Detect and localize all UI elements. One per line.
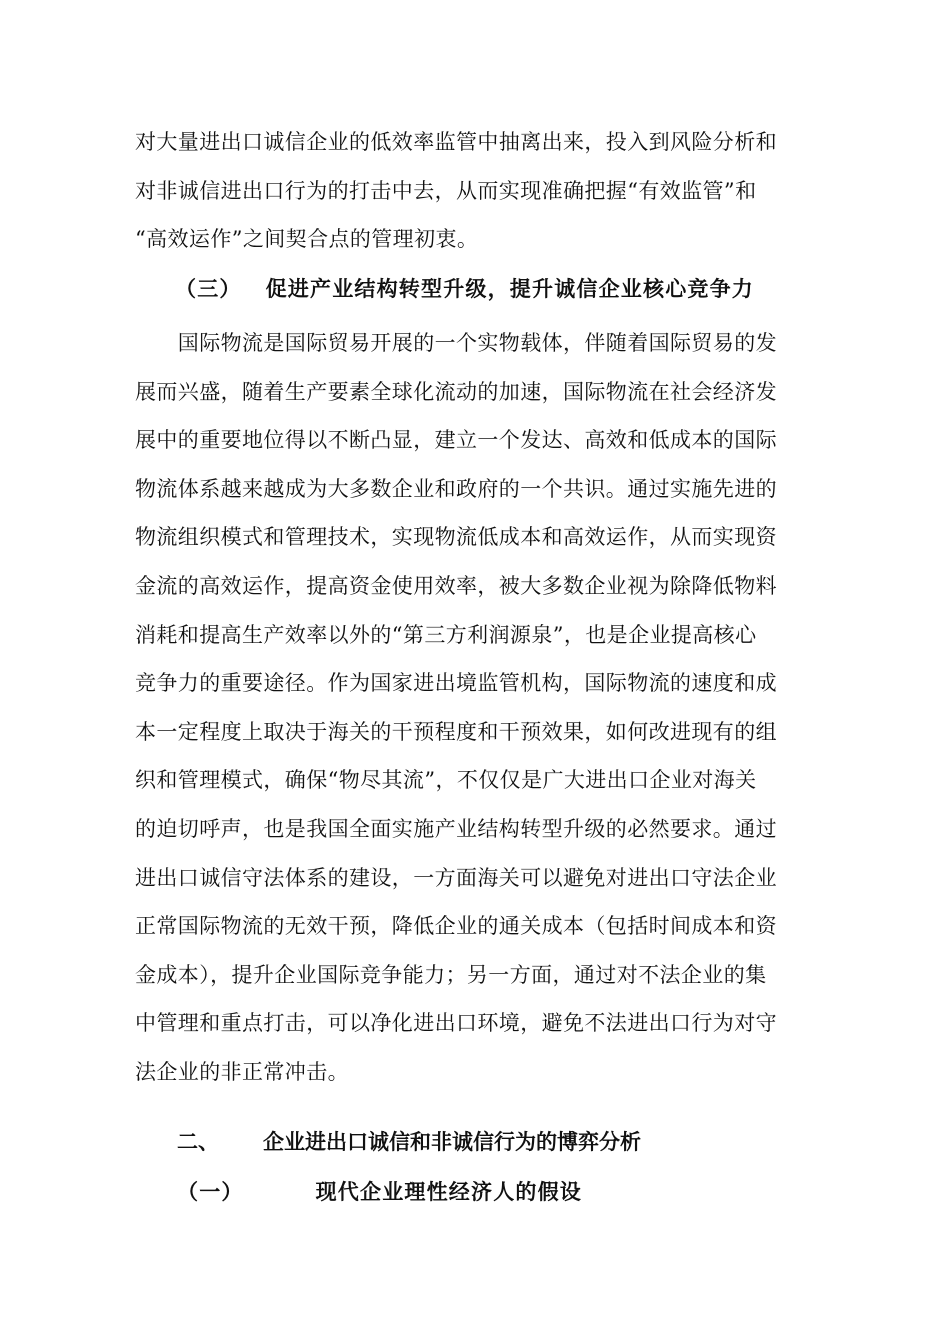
paragraph-logistics	[135, 319, 807, 1097]
text-line: 的迫切呼声，也是我国全面实施产业结构转型升级的必然要求。通过	[135, 816, 777, 841]
heading-text: 企业进出口诚信和非诚信行为的博弈分析	[263, 1130, 641, 1154]
heading-text: 现代企业理性经济人的假设	[315, 1179, 583, 1204]
text-line: 进出口诚信守法体系的建设，一方面海关可以避免对进出口守法企业	[135, 865, 777, 890]
text-line: 竞争力的重要途径。作为国家进出境监管机构，国际物流的速度和成	[135, 671, 777, 696]
text-line: 本一定程度上取决于海关的干预程度和干预效果，如何改进现有的组	[135, 719, 777, 744]
section-heading-2	[177, 1126, 641, 1156]
heading-text: 促进产业结构转型升级，提升诚信企业核心竞争力	[265, 276, 755, 301]
heading-marker: （一）	[177, 1179, 244, 1204]
text-line: 对非诚信进出口行为的打击中去，从而实现准确把握“有效监管”和	[135, 178, 757, 203]
heading-marker: （三）	[175, 276, 242, 301]
text-line: 物流体系越来越成为大多数企业和政府的一个共识。通过实施先进的	[135, 476, 777, 501]
text-line: 金成本），提升企业国际竞争能力；另一方面，通过对不法企业的集	[135, 962, 767, 987]
text-line: 金流的高效运作，提高资金使用效率，被大多数企业视为除降低物料	[135, 573, 777, 598]
text-line: 对大量进出口诚信企业的低效率监管中抽离出来，投入到风险分析和	[135, 130, 777, 154]
text-line: 消耗和提高生产效率以外的“第三方利润源泉”，也是企业提高核心	[135, 622, 757, 647]
text-line: 织和管理模式，确保“物尽其流”，不仅仅是广大进出口企业对海关	[135, 768, 757, 793]
text-line: 正常国际物流的无效干预，降低企业的通关成本（包括时间成本和资	[135, 914, 777, 939]
text-line: 展而兴盛，随着生产要素全球化流动的加速，国际物流在社会经济发	[135, 379, 777, 404]
text-line: 中管理和重点打击，可以净化进出口环境，避免不法进出口行为对守	[135, 1011, 777, 1036]
subsection-heading-1	[177, 1176, 582, 1206]
paragraph-continuation	[135, 118, 807, 264]
text-line: 展中的重要地位得以不断凸显，建立一个发达、高效和低成本的国际	[135, 428, 777, 453]
text-line: 国际物流是国际贸易开展的一个实物载体，伴随着国际贸易的发	[135, 331, 777, 355]
text-line: 物流组织模式和管理技术，实现物流低成本和高效运作，从而实现资	[135, 525, 777, 550]
text-line: 法企业的非正常冲击。	[135, 1059, 349, 1084]
heading-marker: 二、	[177, 1130, 219, 1154]
subsection-heading-3	[175, 273, 754, 303]
text-line: “高效运作”之间契合点的管理初衷。	[135, 227, 479, 252]
